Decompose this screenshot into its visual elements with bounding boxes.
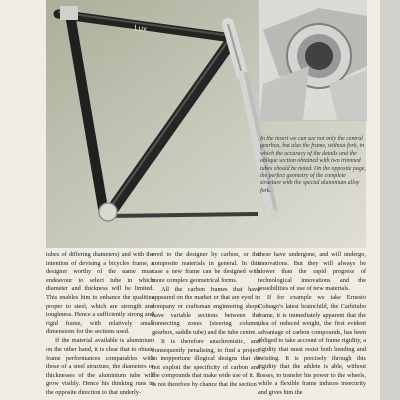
text-column-2 — [152, 251, 260, 390]
paragraph: these have undergone, and will undergo, innovations. But they will always be slower than the rapid progress of technological innovations and the possibilities of use of new materials. — [258, 251, 366, 293]
gearbox-inset-photo — [258, 0, 367, 121]
photo-caption: In the insert we can see not only the central gearbox, but also the frame, without fork, in which the accuracy of the details and the oblique section obtained with two trimmed tubes should be noted. On the opposite page, the perfect geometry of the complete structure with the special aluminium alloy fork. — [260, 136, 366, 194]
text-column-1 — [46, 251, 154, 398]
paragraph: If for example we take Ernesto Colnago's latest brainchild, the Carbitubo frame, it is immediately apparent that the idea of reduced weight, the first evident advantage of carbon compounds, has been obliged to take account of frame rigidity, a rigidity that must resist both bending and twisting. It is precisely through this rigidity that the athlete is able, without losses, to transfer his power to the wheels, while a flexible frame induces insecurity and gives him the — [258, 294, 366, 396]
gearbox-closeup-illustration — [259, 0, 367, 120]
page-edge — [380, 0, 400, 400]
paragraph: tubes of differing diameters) and with the intention of devising a bicycles frame, a designer worthy of the name must endeavour to select tube in which diameter and thickness will be limited. This enables him to enhance the qualities proper to steel, which are strength and toughness. Hence a sufficiently strong and rigid frame, with relatively small dimensions for the sections used. — [46, 251, 154, 336]
paragraph: ered to the designer by carbon, or the composite materials in general. In this case a new frame can be designed with more complex geometrical forms. — [152, 251, 260, 284]
text-column-3 — [258, 251, 366, 398]
paragraph: If the material available is aluminium on the other hand, it is clear that to obtain frame performances comparables with those of a steel structure, the diameters or thicknesses of the aluminium tube will grow visibly. Hence his thinking runs in the opposite direction to that underly- — [46, 337, 154, 396]
frame-brand-label: Lux — [133, 23, 148, 34]
paragraph: It is therefore anachronistic, and consequently penalising, to find a project to inopportune illogical designs that do not exploit the specificity of carbon and the compounds that make wide use of it. It is not therefore by chance that the section — [152, 337, 260, 388]
paragraph: All the carbon frames that have appeared on the market or that are eyed in company or craftsman engineering shops have variable sections between the connecting zones (steering column, gearbox, saddle tube) and the tube centre. — [152, 285, 260, 336]
